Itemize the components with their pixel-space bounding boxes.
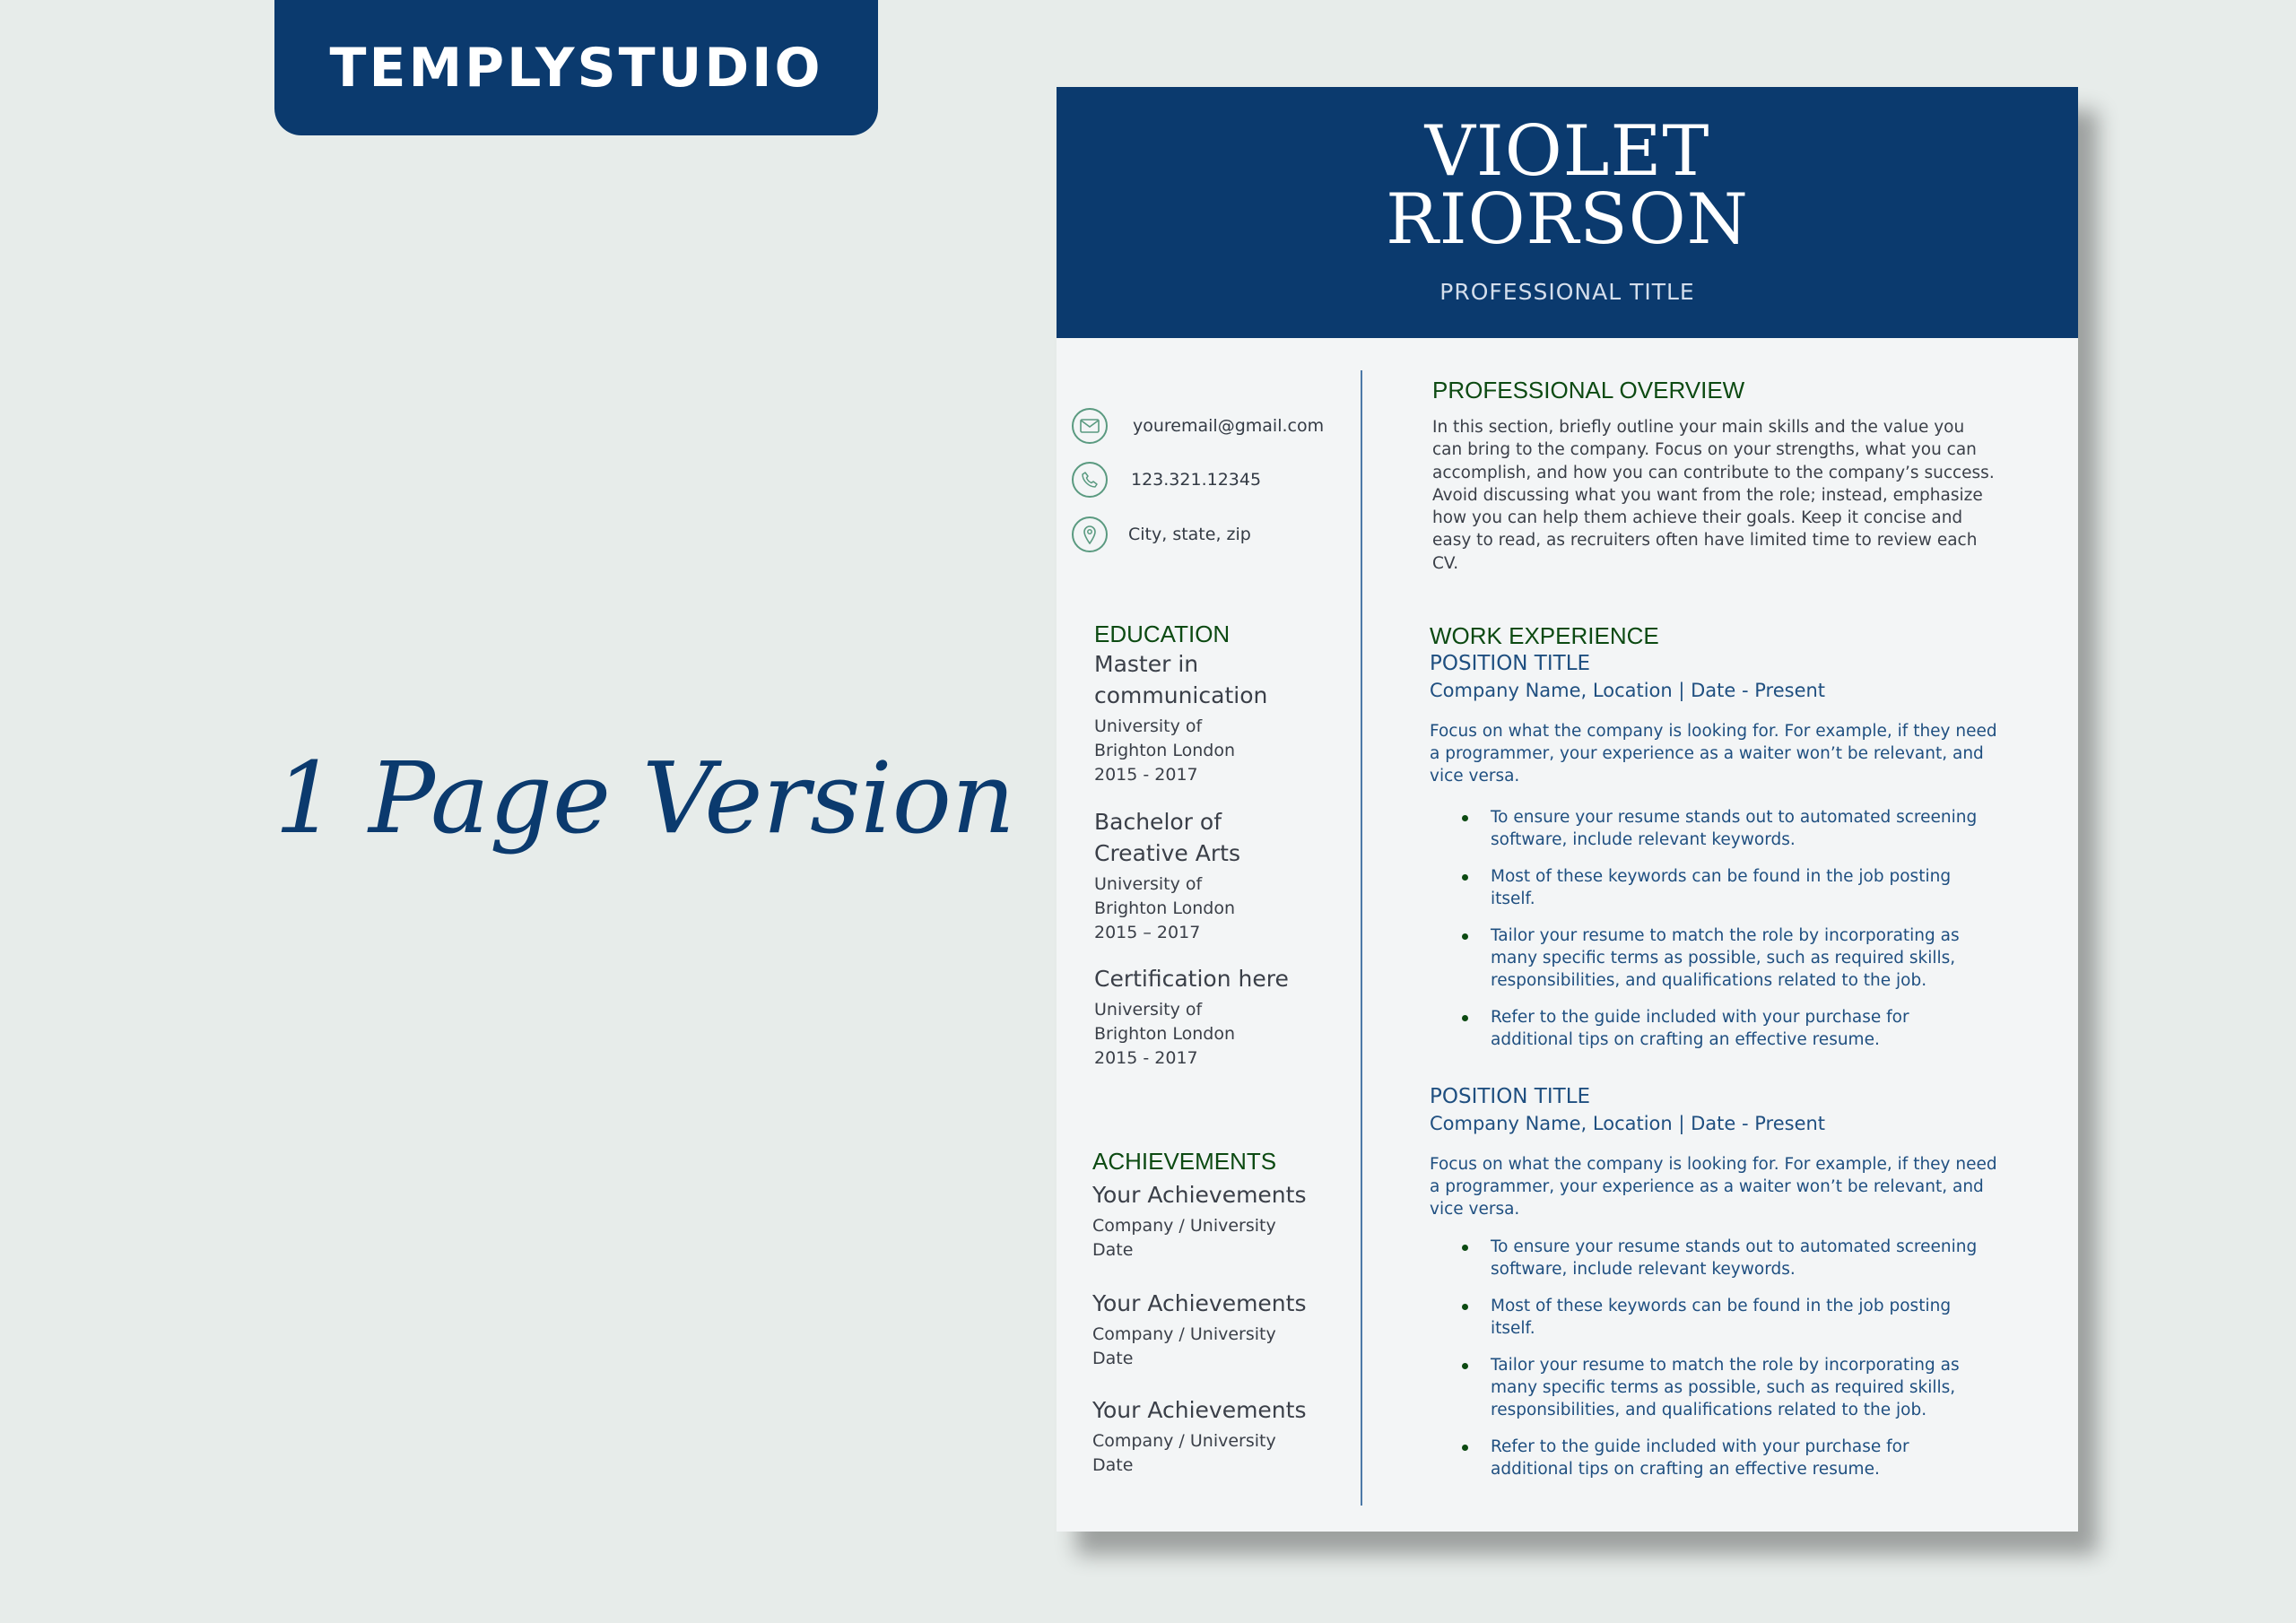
bullet-dot-icon <box>1462 1363 1468 1369</box>
bullet-dot-icon <box>1462 1445 1468 1451</box>
education-item <box>1094 963 1345 1071</box>
achievement-org: Company / University <box>1092 1324 1276 1344</box>
bullet-dot-icon <box>1462 815 1468 821</box>
job-entry <box>1430 650 2004 1051</box>
contact-email: youremail@gmail.com <box>1133 416 1325 436</box>
achievement-date: Date <box>1092 1349 1134 1368</box>
education-school: University of Brighton London <box>1094 874 1236 918</box>
education-degree: Bachelor of Creative Arts <box>1094 809 1240 866</box>
education-item <box>1094 648 1345 787</box>
resume-page <box>1057 87 2078 1532</box>
brand-name: TEMPLYSTUDIO <box>329 36 823 100</box>
job-description: Focus on what the company is looking for. For example, if they need a programmer, your experience as a waiter won’t be relevant, and vice versa. <box>1430 1155 1997 1219</box>
bullet-dot-icon <box>1462 1304 1468 1310</box>
job-bullet-list <box>1430 1236 2004 1480</box>
resume-name-first: VIOLET <box>1424 111 1710 192</box>
education-item <box>1094 806 1345 945</box>
education-degree: Certification here <box>1094 966 1289 992</box>
job-entry <box>1430 1083 2004 1480</box>
job-company-line: Company Name, Location | Date - Present <box>1430 680 1826 701</box>
job-bullet: Most of these keywords can be found in the job posting itself. <box>1430 1295 1993 1340</box>
achievement-title: Your Achievements <box>1092 1397 1307 1423</box>
achievement-title: Your Achievements <box>1092 1182 1307 1208</box>
bullet-dot-icon <box>1462 874 1468 881</box>
job-bullet: Refer to the guide included with your purchase for additional tips on crafting an effective resume. <box>1430 1006 1993 1051</box>
job-description: Focus on what the company is looking for. For example, if they need a programmer, your experience as a waiter won’t be relevant, and vice versa. <box>1430 722 1997 785</box>
column-divider <box>1361 370 1362 1506</box>
achievement-item <box>1092 1394 1352 1478</box>
achievement-title: Your Achievements <box>1092 1290 1307 1316</box>
location-pin-icon <box>1072 516 1108 552</box>
job-company-line: Company Name, Location | Date - Present <box>1430 1113 1826 1134</box>
job-position-title: POSITION TITLE <box>1430 1085 1591 1108</box>
bullet-dot-icon <box>1462 1245 1468 1251</box>
work-experience-heading: WORK EXPERIENCE <box>1430 622 1659 649</box>
achievement-item <box>1092 1179 1352 1263</box>
overview-heading: PROFESSIONAL OVERVIEW <box>1432 377 1745 404</box>
achievement-date: Date <box>1092 1455 1134 1475</box>
mail-icon <box>1072 408 1108 444</box>
job-position-title: POSITION TITLE <box>1430 652 1591 675</box>
education-school: University of Brighton London <box>1094 1000 1236 1044</box>
brand-tab <box>274 0 878 135</box>
achievement-item <box>1092 1288 1352 1371</box>
achievements-heading: ACHIEVEMENTS <box>1092 1148 1277 1175</box>
achievement-org: Company / University <box>1092 1216 1276 1236</box>
education-school: University of Brighton London <box>1094 716 1236 760</box>
bullet-dot-icon <box>1462 933 1468 940</box>
resume-name-last: RIORSON <box>1386 179 1749 260</box>
job-bullet: Tailor your resume to match the role by incorporating as many specific terms as possible, such as required skills, responsibilities, and qualifications related to the job. <box>1430 924 1993 992</box>
education-heading: EDUCATION <box>1094 621 1231 647</box>
phone-icon <box>1072 462 1108 498</box>
resume-professional-title: PROFESSIONAL TITLE <box>1439 279 1695 305</box>
resume-name <box>1057 111 2078 260</box>
version-label: 1 Page Version <box>274 741 1015 855</box>
contact-location-row <box>1072 516 1251 552</box>
contact-phone-row <box>1072 462 1261 498</box>
resume-header <box>1057 87 2078 338</box>
bullet-dot-icon <box>1462 1015 1468 1021</box>
education-years: 2015 – 2017 <box>1094 923 1201 942</box>
contact-email-row <box>1072 408 1324 444</box>
education-degree: Master in communication <box>1094 651 1268 708</box>
job-bullet: Refer to the guide included with your purchase for additional tips on crafting an effective resume. <box>1430 1436 1993 1480</box>
job-bullet-list <box>1430 806 2004 1051</box>
overview-text: In this section, briefly outline your main skills and the value you can bring to the company. Focus on your strengths, what you can accomplish, and how you can contribute to the company’s success. Avoid discussing what you want from the role; instead, emphasize how you can help them achieve their goals. Keep it concise and easy to read, as recruiters often have limited time to review each CV. <box>1432 418 1995 573</box>
education-years: 2015 - 2017 <box>1094 1048 1198 1068</box>
job-bullet: To ensure your resume stands out to automated screening software, include relevant keywords. <box>1430 806 1993 851</box>
job-bullet: To ensure your resume stands out to automated screening software, include relevant keywords. <box>1430 1236 1993 1280</box>
achievement-org: Company / University <box>1092 1431 1276 1451</box>
education-years: 2015 - 2017 <box>1094 765 1198 785</box>
job-bullet: Most of these keywords can be found in the job posting itself. <box>1430 865 1993 910</box>
achievement-date: Date <box>1092 1240 1134 1260</box>
contact-location: City, state, zip <box>1128 525 1251 544</box>
job-bullet: Tailor your resume to match the role by incorporating as many specific terms as possible, such as required skills, responsibilities, and qualifications related to the job. <box>1430 1354 1993 1421</box>
contact-phone: 123.321.12345 <box>1131 470 1262 490</box>
